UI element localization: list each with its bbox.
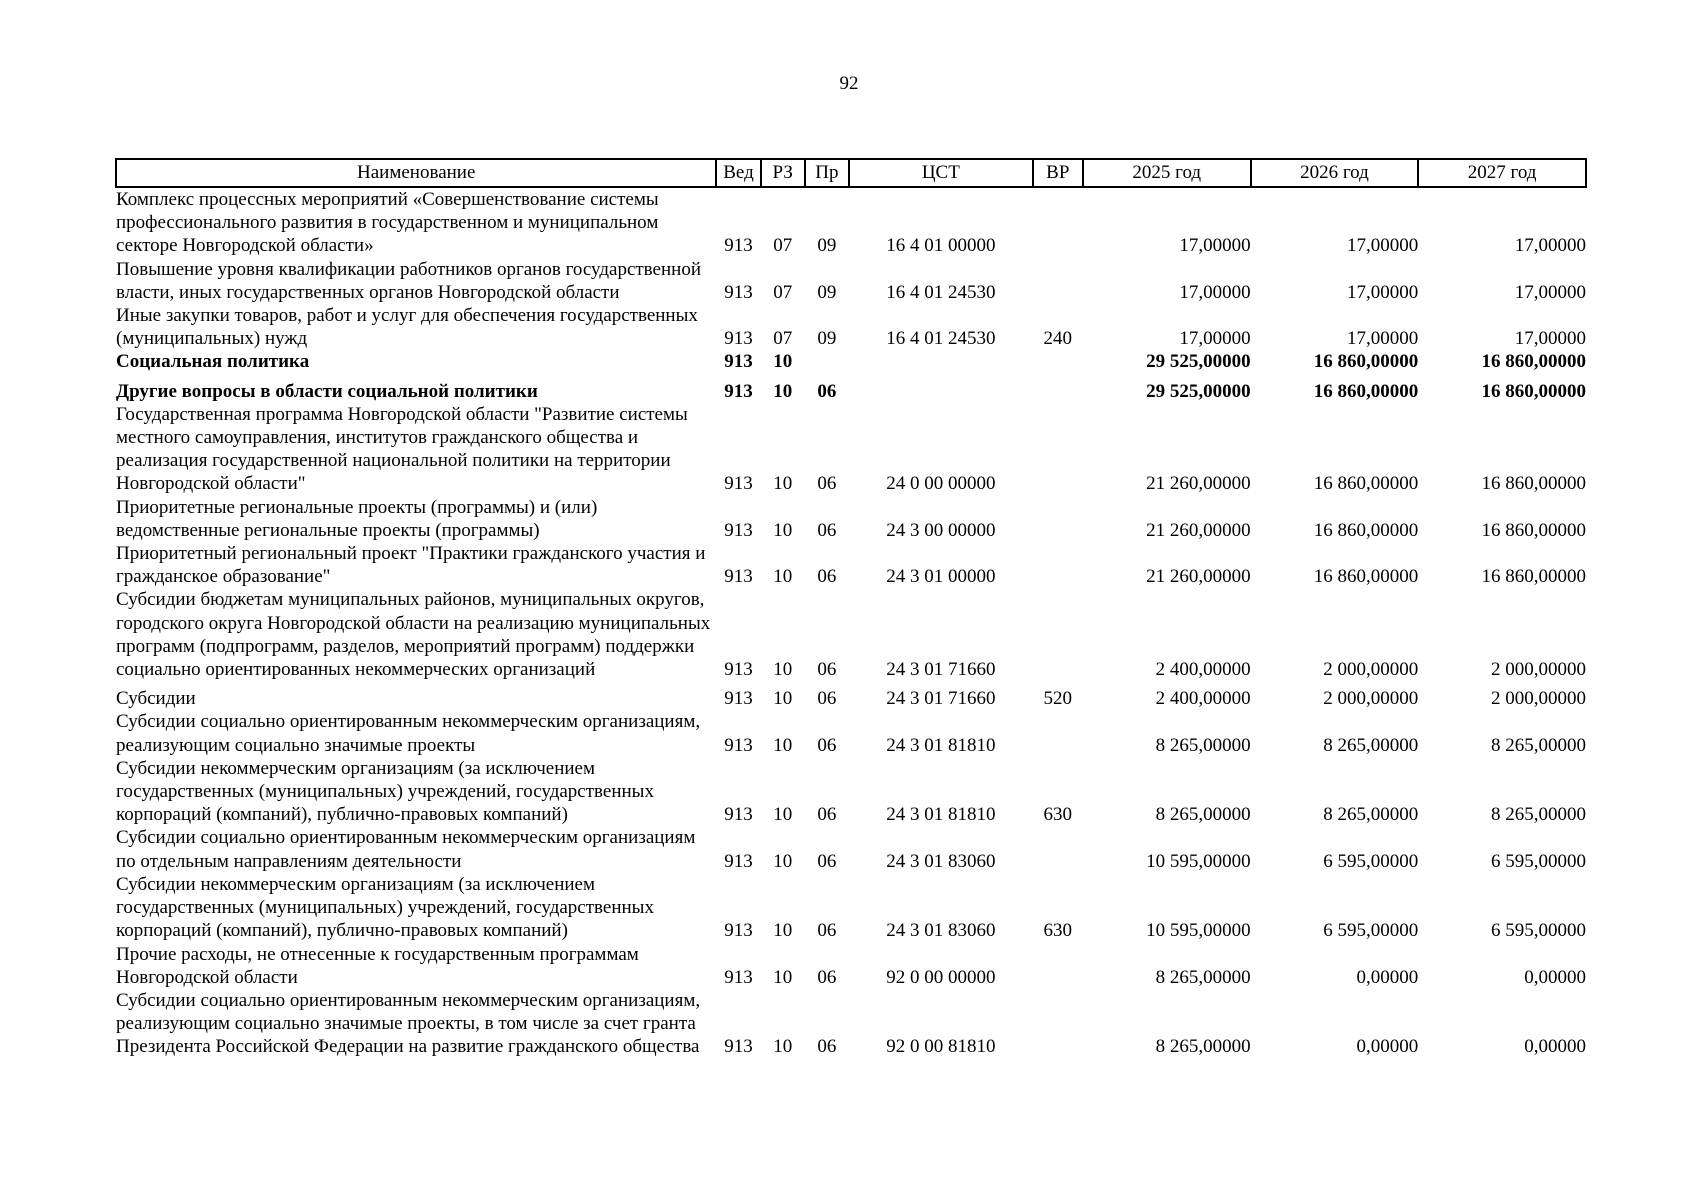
cell-rz: 10: [773, 519, 793, 541]
table-row: [116, 258, 1586, 304]
cell-cst: 24 3 01 83060: [886, 850, 996, 872]
header-rz: РЗ: [761, 159, 805, 187]
cell-vr: 630: [1043, 920, 1073, 942]
table-row: [116, 403, 1586, 496]
table-row: [116, 374, 1586, 403]
cell-2027: 2 000,00000: [1491, 688, 1586, 710]
cell-vr: 520: [1043, 688, 1073, 710]
cell-vr: [1033, 542, 1083, 588]
cell-2026: 8 265,00000: [1323, 734, 1419, 756]
cell-ved: 913: [724, 281, 753, 303]
header-name: Наименование: [116, 159, 716, 187]
table-row: [116, 681, 1586, 710]
cell-2027: 16 860,00000: [1481, 351, 1586, 373]
cell-ved: 913: [724, 850, 753, 872]
header-vr: ВР: [1033, 159, 1083, 187]
cell-name: Государственная программа Новгородской области "Развитие системы местного самоуправления, институтов гражданского общества и реализация государственной национальной политики на территории Новгородской области": [116, 403, 688, 495]
cell-vr: [1033, 943, 1083, 989]
cell-pr: 09: [817, 328, 837, 350]
cell-rz: 10: [773, 850, 793, 872]
table-row: [116, 304, 1586, 350]
cell-cst: 16 4 01 00000: [886, 235, 996, 257]
table-row: [116, 187, 1586, 258]
cell-rz: 10: [773, 473, 793, 495]
table-row: [116, 757, 1586, 827]
cell-pr: 06: [817, 688, 837, 710]
cell-ved: 913: [724, 734, 753, 756]
cell-vr: [1033, 258, 1083, 304]
cell-rz: 10: [773, 966, 793, 988]
cell-2026: 6 595,00000: [1323, 850, 1419, 872]
cell-2025: 21 260,00000: [1146, 519, 1251, 541]
cell-cst: [849, 374, 1033, 403]
cell-vr: [1033, 187, 1083, 258]
cell-name: Субсидии бюджетам муниципальных районов, муниципальных округов, городского округа Новгородской области на реализацию муниципальных программ (подпрограмм, разделов, мероприятий программ) поддержки социально ориентированных некоммерческих организаций: [116, 589, 711, 681]
cell-rz: 10: [773, 659, 793, 681]
cell-ved: 913: [724, 473, 753, 495]
cell-2025: 8 265,00000: [1155, 966, 1251, 988]
cell-ved: 913: [724, 380, 753, 402]
cell-2025: 2 400,00000: [1155, 688, 1251, 710]
cell-cst: 24 3 01 83060: [886, 920, 996, 942]
cell-name: Приоритетные региональные проекты (программы) и (или) ведомственные региональные проекты (программы): [116, 496, 598, 541]
cell-pr: 06: [817, 966, 837, 988]
cell-name: Субсидии некоммерческим организациям (за исключением государственных (муниципальных) учреждений, государственных корпораций (компаний), публично-правовых компаний): [116, 873, 654, 942]
cell-ved: 913: [724, 804, 753, 826]
cell-name: Иные закупки товаров, работ и услуг для обеспечения государственных (муниципальных) нужд: [116, 305, 698, 350]
cell-2025: 2 400,00000: [1155, 659, 1251, 681]
cell-2027: 17,00000: [1514, 281, 1586, 303]
table-row: [116, 710, 1586, 756]
cell-rz: 10: [773, 351, 793, 373]
cell-vr: [1033, 710, 1083, 756]
cell-2025: 21 260,00000: [1146, 566, 1251, 588]
cell-2026: 17,00000: [1347, 328, 1419, 350]
cell-2027: 17,00000: [1514, 235, 1586, 257]
cell-ved: 913: [724, 566, 753, 588]
cell-2026: 2 000,00000: [1323, 688, 1419, 710]
cell-pr: [805, 350, 849, 373]
cell-vr: [1033, 588, 1083, 681]
header-pr: Пр: [805, 159, 849, 187]
cell-2025: 17,00000: [1179, 328, 1251, 350]
cell-vr: [1033, 374, 1083, 403]
cell-pr: 06: [817, 659, 837, 681]
cell-ved: 913: [724, 1036, 753, 1058]
cell-rz: 10: [773, 566, 793, 588]
cell-2026: 16 860,00000: [1313, 566, 1419, 588]
cell-2027: 6 595,00000: [1491, 850, 1586, 872]
cell-vr: 240: [1043, 328, 1073, 350]
cell-vr: [1033, 403, 1083, 496]
cell-name: Комплекс процессных мероприятий «Совершенствование системы профессионального развития в государственном и муниципальном секторе Новгородской области»: [116, 189, 659, 257]
cell-rz: 10: [773, 804, 793, 826]
cell-cst: 16 4 01 24530: [886, 281, 996, 303]
cell-name: Повышение уровня квалификации работников органов государственной власти, иных государственных органов Новгородской области: [116, 258, 701, 303]
cell-2025: 8 265,00000: [1155, 734, 1251, 756]
cell-ved: 913: [724, 920, 753, 942]
cell-2025: 29 525,00000: [1146, 351, 1251, 373]
cell-vr: [1033, 826, 1083, 872]
cell-ved: 913: [724, 328, 753, 350]
cell-pr: 06: [817, 1036, 837, 1058]
cell-2027: 8 265,00000: [1491, 804, 1586, 826]
cell-2026: 16 860,00000: [1313, 351, 1419, 373]
cell-cst: 16 4 01 24530: [886, 328, 996, 350]
table-row: [116, 943, 1586, 989]
cell-rz: 10: [773, 920, 793, 942]
cell-2025: 10 595,00000: [1146, 920, 1251, 942]
cell-2025: 10 595,00000: [1146, 850, 1251, 872]
cell-2026: 6 595,00000: [1323, 920, 1419, 942]
cell-pr: 06: [817, 566, 837, 588]
cell-rz: 10: [773, 688, 793, 710]
table-row: [116, 989, 1586, 1059]
cell-2027: 0,00000: [1524, 1036, 1586, 1058]
cell-2025: 29 525,00000: [1146, 380, 1251, 402]
cell-name: Другие вопросы в области социальной политики: [116, 380, 538, 402]
header-2025: 2025 год: [1083, 159, 1251, 187]
cell-name: Субсидии: [116, 688, 196, 710]
header-2027: 2027 год: [1418, 159, 1586, 187]
cell-pr: 06: [817, 734, 837, 756]
header-row: [116, 159, 1586, 187]
cell-2025: 8 265,00000: [1155, 804, 1251, 826]
cell-pr: 09: [817, 281, 837, 303]
cell-rz: 10: [773, 734, 793, 756]
cell-2025: 8 265,00000: [1155, 1036, 1251, 1058]
cell-2027: 16 860,00000: [1481, 519, 1586, 541]
cell-2026: 0,00000: [1356, 1036, 1419, 1058]
header-2026: 2026 год: [1251, 159, 1419, 187]
cell-cst: 24 3 01 81810: [886, 804, 996, 826]
cell-pr: 06: [817, 380, 837, 402]
cell-pr: 09: [817, 235, 837, 257]
header-cst: ЦСТ: [849, 159, 1033, 187]
cell-rz: 07: [773, 281, 793, 303]
cell-name: Субсидии социально ориентированным некоммерческим организациям, реализующим социально значимые проекты: [116, 711, 701, 756]
cell-rz: 10: [773, 1036, 793, 1058]
page-number: 92: [839, 73, 859, 94]
header-ved: Вед: [716, 159, 760, 187]
cell-rz: 07: [773, 235, 793, 257]
cell-pr: 06: [817, 473, 837, 495]
cell-pr: 06: [817, 850, 837, 872]
cell-name: Социальная политика: [116, 351, 310, 373]
cell-2025: 17,00000: [1179, 235, 1251, 257]
cell-rz: 07: [773, 328, 793, 350]
cell-name: Приоритетный региональный проект "Практики гражданского участия и гражданское образование": [116, 543, 706, 588]
table-row: [116, 350, 1586, 373]
cell-2025: 21 260,00000: [1146, 473, 1251, 495]
cell-vr: 630: [1043, 804, 1073, 826]
cell-2027: 8 265,00000: [1491, 734, 1586, 756]
cell-ved: 913: [724, 519, 753, 541]
cell-cst: 92 0 00 81810: [886, 1036, 996, 1058]
cell-2025: 17,00000: [1179, 281, 1251, 303]
cell-cst: 24 3 01 71660: [886, 688, 996, 710]
cell-2027: 0,00000: [1524, 966, 1586, 988]
cell-cst: 24 3 01 81810: [886, 734, 996, 756]
cell-2027: 16 860,00000: [1481, 566, 1586, 588]
cell-2027: 2 000,00000: [1491, 659, 1586, 681]
cell-rz: 10: [773, 380, 793, 402]
cell-name: Субсидии социально ориентированным некоммерческим организациям, реализующим социально значимые проекты, в том числе за счет гранта Президента Российской Федерации на развитие гражданского общества: [116, 989, 701, 1058]
cell-2027: 16 860,00000: [1481, 380, 1586, 402]
cell-cst: 24 3 01 00000: [886, 566, 996, 588]
cell-cst: [849, 350, 1033, 373]
cell-2026: 16 860,00000: [1313, 519, 1419, 541]
cell-pr: 06: [817, 519, 837, 541]
cell-name: Субсидии некоммерческим организациям (за исключением государственных (муниципальных) учреждений, государственных корпораций (компаний), публично-правовых компаний): [116, 757, 654, 826]
cell-cst: 24 3 01 71660: [886, 659, 996, 681]
cell-2026: 8 265,00000: [1323, 804, 1419, 826]
cell-ved: 913: [724, 351, 753, 373]
cell-2026: 0,00000: [1356, 966, 1419, 988]
table-body: [116, 187, 1586, 1059]
cell-2026: 2 000,00000: [1323, 659, 1419, 681]
cell-name: Субсидии социально ориентированным некоммерческим организациям по отдельным направлениям деятельности: [116, 827, 696, 872]
cell-2027: 16 860,00000: [1481, 473, 1586, 495]
cell-cst: 24 0 00 00000: [886, 473, 996, 495]
cell-pr: 06: [817, 920, 837, 942]
cell-ved: 913: [724, 235, 753, 257]
cell-pr: 06: [817, 804, 837, 826]
cell-2027: 17,00000: [1514, 328, 1586, 350]
cell-2026: 16 860,00000: [1313, 473, 1419, 495]
table-row: [116, 496, 1586, 542]
table-row: [116, 542, 1586, 588]
table-row: [116, 588, 1586, 681]
cell-name: Прочие расходы, не отнесенные к государственным программам Новгородской области: [116, 943, 639, 988]
cell-2027: 6 595,00000: [1491, 920, 1586, 942]
cell-2026: 16 860,00000: [1313, 380, 1419, 402]
cell-vr: [1033, 989, 1083, 1059]
cell-2026: 17,00000: [1347, 281, 1419, 303]
cell-ved: 913: [724, 966, 753, 988]
cell-2026: 17,00000: [1347, 235, 1419, 257]
table-row: [116, 873, 1586, 943]
cell-cst: 24 3 00 00000: [886, 519, 996, 541]
table-row: [116, 826, 1586, 872]
cell-cst: 92 0 00 00000: [886, 966, 996, 988]
cell-vr: [1033, 350, 1083, 373]
cell-ved: 913: [724, 688, 753, 710]
cell-ved: 913: [724, 659, 753, 681]
cell-vr: [1033, 496, 1083, 542]
budget-table: [115, 158, 1587, 1059]
